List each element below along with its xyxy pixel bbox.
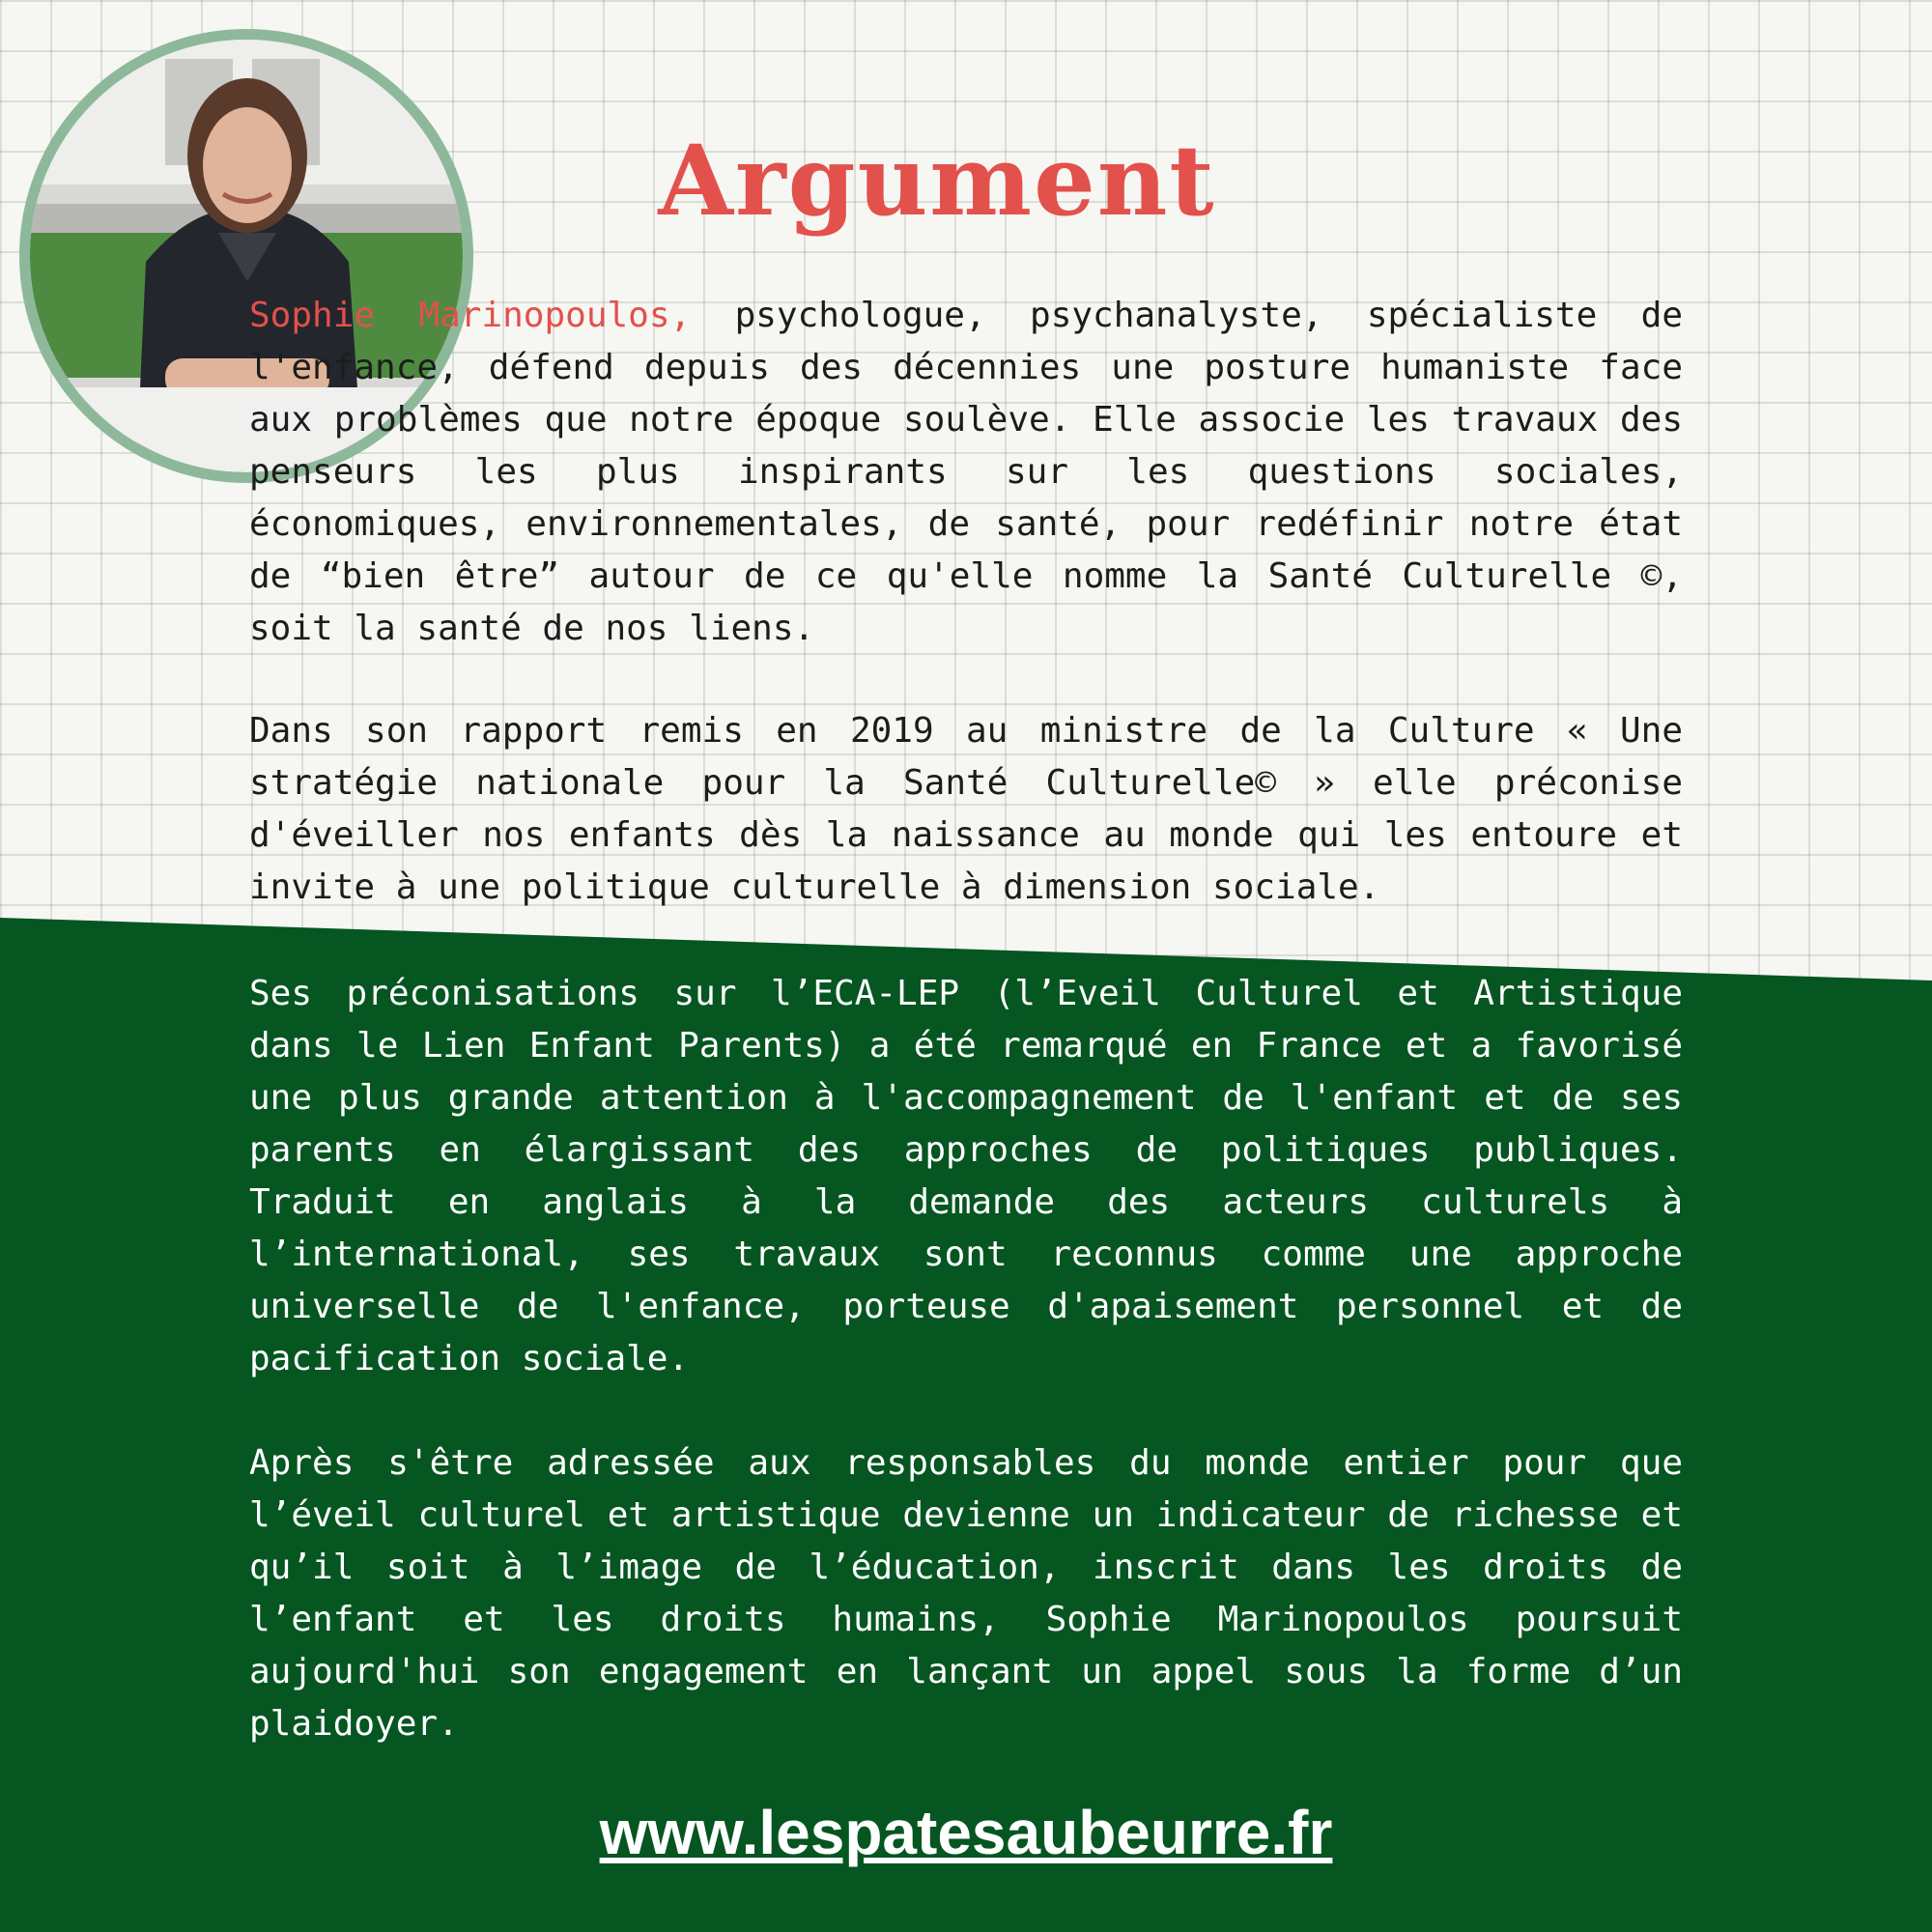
page-title: Argument: [658, 124, 1216, 238]
paragraph-eca-lep: Ses préconisations sur l’ECA-LEP (l’Eveil Culturel et Artistique dans le Lien Enfant Parents) a été remarqué en France et a favorisé une plus grande attention à l'accompagnement de l'enfant et de ses parents en élargissant des approches de politiques publiques. Traduit en anglais à la demande des acteurs culturels à l’international, ses travaux sont reconnus comme une approche universelle de l'enfance, porteuse d'apaisement personnel et de pacification sociale.: [249, 974, 1683, 1378]
paragraph-report: Dans son rapport remis en 2019 au ministre de la Culture « Une stratégie nationale pour la Santé Culturelle© » elle préconise d'éveiller nos enfants dès la naissance au monde qui les entoure et invite à une politique culturelle à dimension sociale.: [249, 711, 1683, 907]
website-link[interactable]: www.lespatesaubeurre.fr: [599, 1798, 1333, 1867]
paragraph-plaidoyer: Après s'être adressée aux responsables du monde entier pour que l’éveil culturel et artistique devienne un indicateur de richesse et qu’il soit à l’image de l’éducation, inscrit dans les droits de l’enfant et les droits humains, Sophie Marinopoulos poursuit aujourd'hui son engagement en lançant un appel sous la forme d’un plaidoyer.: [249, 1443, 1683, 1744]
paragraph-intro: [249, 290, 1683, 655]
author-name: Sophie Marinopoulos,: [249, 296, 692, 335]
paragraph-intro-text: psychologue, psychanalyste, spécialiste de l'enfance, défend depuis des décennies une posture humaniste face aux problèmes que notre époque soulève. Elle associe les travaux des penseurs les plus inspirants sur les questions sociales, économiques, environnementales, de santé, pour redéfinir notre état de “bien être” autour de ce qu'elle nomme la Santé Culturelle ©, soit la santé de nos liens.: [249, 296, 1683, 648]
